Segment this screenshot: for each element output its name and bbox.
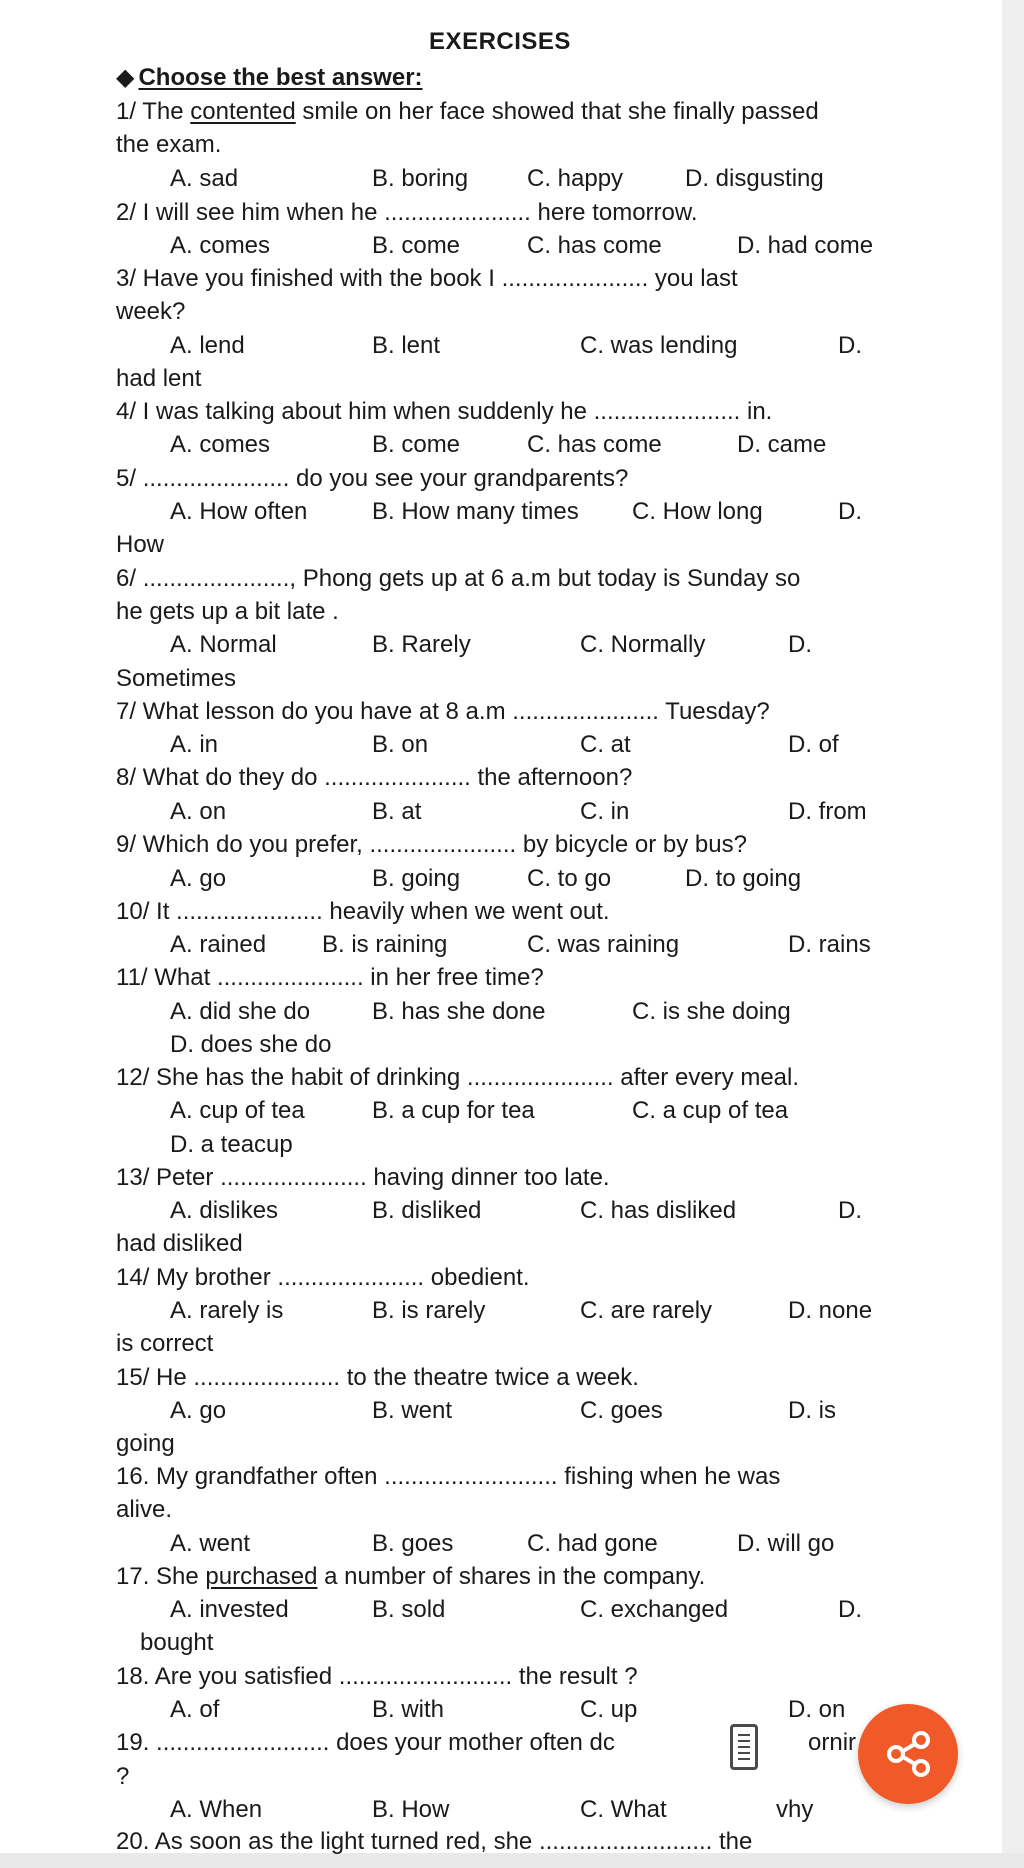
question-3-cont: week? <box>116 298 186 325</box>
option[interactable]: A. How often <box>170 498 308 525</box>
option[interactable]: B. disliked <box>372 1197 482 1224</box>
option[interactable]: D. of <box>788 731 839 758</box>
option[interactable]: A. of <box>170 1696 220 1723</box>
instruction-text: Choose the best answer: <box>138 64 423 91</box>
option[interactable]: C. up <box>580 1696 638 1723</box>
option[interactable]: D. disgusting <box>685 165 824 192</box>
option[interactable]: D. from <box>788 798 867 825</box>
option[interactable]: B. lent <box>372 332 441 359</box>
question-19-cont: ? <box>116 1763 130 1790</box>
question-6-cont: he gets up a bit late . <box>116 598 339 625</box>
option-wrap[interactable]: D. does she do <box>170 1031 332 1058</box>
option[interactable]: C. has come <box>527 232 662 259</box>
question-8: 8/ What do they do ...................... the afternoon? <box>116 764 633 791</box>
question-20: 20. As soon as the light turned red, she .......................... the <box>116 1828 753 1855</box>
option[interactable]: C. are rarely <box>580 1297 713 1324</box>
option[interactable]: C. had gone <box>527 1530 658 1557</box>
question-17: 17. She purchased a number of shares in the company. <box>116 1563 706 1590</box>
question-14: 14/ My brother ...................... obedient. <box>116 1264 530 1291</box>
option[interactable]: A. invested <box>170 1596 289 1623</box>
share-button[interactable] <box>858 1704 958 1804</box>
option[interactable]: D. is <box>788 1397 836 1424</box>
option-wrap[interactable]: bought <box>140 1629 214 1656</box>
option[interactable]: A. go <box>170 1397 227 1424</box>
option[interactable]: B. has she done <box>372 998 546 1025</box>
document-icon[interactable] <box>730 1724 758 1770</box>
question-2: 2/ I will see him when he ...................... here tomorrow. <box>116 199 698 226</box>
option[interactable]: A. dislikes <box>170 1197 279 1224</box>
question-10: 10/ It ...................... heavily when we went out. <box>116 898 610 925</box>
option[interactable]: D. <box>788 631 812 658</box>
option[interactable]: B. went <box>372 1397 453 1424</box>
option[interactable]: B. is raining <box>322 931 448 958</box>
option[interactable]: A. in <box>170 731 219 758</box>
option[interactable]: A. rarely is <box>170 1297 284 1324</box>
question-12: 12/ She has the habit of drinking ...................... after every meal. <box>116 1064 800 1091</box>
option[interactable]: C. has disliked <box>580 1197 737 1224</box>
option[interactable]: D. none <box>788 1297 873 1324</box>
question-18: 18. Are you satisfied .......................... the result ? <box>116 1663 638 1690</box>
option[interactable]: A. cup of tea <box>170 1097 305 1124</box>
option[interactable]: A. lend <box>170 332 245 359</box>
option[interactable]: A. comes <box>170 232 271 259</box>
option[interactable]: D. rains <box>788 931 871 958</box>
question-7: 7/ What lesson do you have at 8 a.m ...................... Tuesday? <box>116 698 770 725</box>
option[interactable]: D. to going <box>685 865 802 892</box>
option[interactable]: B. going <box>372 865 461 892</box>
option[interactable]: C. to go <box>527 865 612 892</box>
option[interactable]: D. had come <box>737 232 874 259</box>
option[interactable]: C. a cup of tea <box>632 1097 789 1124</box>
option[interactable]: D. <box>838 332 862 359</box>
question-19-tail: ornir <box>808 1729 857 1756</box>
question-15: 15/ He ...................... to the theatre twice a week. <box>116 1364 639 1391</box>
question-1-cont: the exam. <box>116 131 222 158</box>
option[interactable]: C. at <box>580 731 631 758</box>
question-19: 19. .......................... does your mother often dc <box>116 1729 615 1756</box>
option[interactable]: D. <box>838 1197 862 1224</box>
option[interactable]: B. How <box>372 1796 450 1823</box>
option[interactable]: C. goes <box>580 1397 663 1424</box>
question-6: 6/ ......................, Phong gets up at 6 a.m but today is Sunday so <box>116 565 801 592</box>
option-wrap[interactable]: How <box>116 531 165 558</box>
option[interactable]: D. <box>838 1596 862 1623</box>
page-title: EXERCISES <box>429 28 571 55</box>
option[interactable]: B. a cup for tea <box>372 1097 535 1124</box>
question-1: 1/ The contented smile on her face showed that she finally passed <box>116 98 819 125</box>
option[interactable]: C. has come <box>527 431 662 458</box>
option[interactable]: C. What <box>580 1796 667 1823</box>
option[interactable]: A. on <box>170 798 227 825</box>
diamond-bullet-icon: ◆ <box>116 64 135 91</box>
option[interactable]: C. is she doing <box>632 998 791 1025</box>
question-13: 13/ Peter ...................... having dinner too late. <box>116 1164 610 1191</box>
option[interactable]: B. Rarely <box>372 631 471 658</box>
option[interactable]: B. on <box>372 731 429 758</box>
question-4: 4/ I was talking about him when suddenly he ...................... in. <box>116 398 773 425</box>
option[interactable]: B. come <box>372 431 461 458</box>
option[interactable]: A. sad <box>170 165 239 192</box>
option[interactable]: vhy <box>776 1796 814 1823</box>
option[interactable]: B. sold <box>372 1596 446 1623</box>
option[interactable]: A. go <box>170 865 227 892</box>
question-5: 5/ ...................... do you see your grandparents? <box>116 465 629 492</box>
option-wrap[interactable]: D. a teacup <box>170 1131 293 1158</box>
option[interactable]: A. did she do <box>170 998 311 1025</box>
option[interactable]: B. boring <box>372 165 469 192</box>
option[interactable]: D. came <box>737 431 827 458</box>
option[interactable]: B. with <box>372 1696 445 1723</box>
option-wrap[interactable]: Sometimes <box>116 665 237 692</box>
question-3: 3/ Have you finished with the book I ...................... you last <box>116 265 738 292</box>
option[interactable]: C. How long <box>632 498 763 525</box>
option[interactable]: C. was lending <box>580 332 738 359</box>
option[interactable]: B. is rarely <box>372 1297 486 1324</box>
option[interactable]: C. Normally <box>580 631 706 658</box>
option[interactable]: C. exchanged <box>580 1596 729 1623</box>
option-wrap[interactable]: had disliked <box>116 1230 243 1257</box>
option[interactable]: A. went <box>170 1530 251 1557</box>
option-wrap[interactable]: had lent <box>116 365 202 392</box>
question-16-cont: alive. <box>116 1496 173 1523</box>
option[interactable]: D. on <box>788 1696 846 1723</box>
instruction-heading <box>116 63 423 93</box>
option[interactable]: A. When <box>170 1796 263 1823</box>
option[interactable]: B. How many times <box>372 498 579 525</box>
share-icon <box>880 1726 936 1782</box>
option[interactable]: D. will go <box>737 1530 835 1557</box>
option[interactable]: A. rained <box>170 931 267 958</box>
option[interactable]: A. comes <box>170 431 271 458</box>
option[interactable]: C. was raining <box>527 931 680 958</box>
option[interactable]: D. <box>838 498 862 525</box>
option-wrap[interactable]: is correct <box>116 1330 214 1357</box>
question-16: 16. My grandfather often .......................... fishing when he was <box>116 1463 781 1490</box>
option[interactable]: B. come <box>372 232 461 259</box>
option[interactable]: B. goes <box>372 1530 454 1557</box>
option[interactable]: C. in <box>580 798 630 825</box>
option[interactable]: B. at <box>372 798 422 825</box>
option[interactable]: A. Normal <box>170 631 277 658</box>
question-11: 11/ What ...................... in her free time? <box>116 964 544 991</box>
option-wrap[interactable]: going <box>116 1430 175 1457</box>
right-edge-strip <box>1002 0 1024 1868</box>
option[interactable]: C. happy <box>527 165 624 192</box>
question-9: 9/ Which do you prefer, ...................... by bicycle or by bus? <box>116 831 747 858</box>
